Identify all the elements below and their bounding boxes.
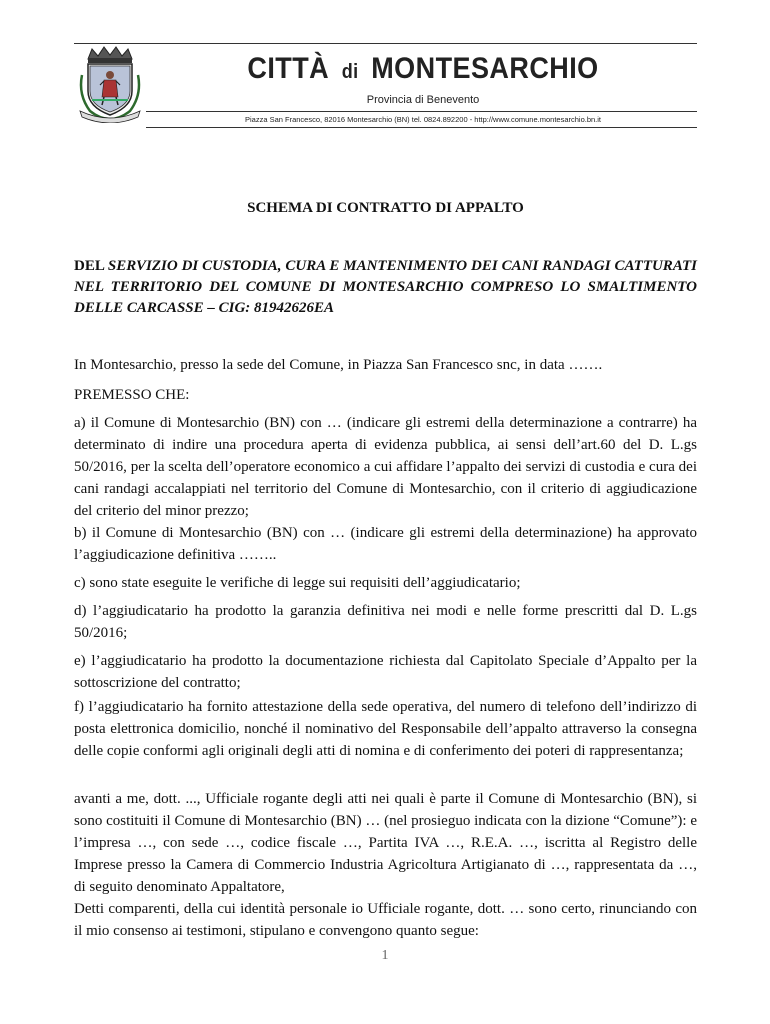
paragraph-premesso: PREMESSO CHE: [74,387,190,403]
paragraph-intro: In Montesarchio, presso la sede del Comune, in Piazza San Francesco snc, in data ……. [74,357,603,373]
city-name: MONTESARCHIO [371,52,599,85]
paragraph-detti: Detti comparenti, della cui identità personale io Ufficiale rogante, dott. … sono certo, rinunciando con il mio consenso ai testimoni, stipulano e convengono quanto segue: [74,901,697,939]
address-line: Piazza San Francesco, 82016 Montesarchio (BN) tel. 0824.892200 - http://www.comune.montesarchio.bn.it [244,115,602,124]
paragraph-f: f) l’aggiudicatario ha fornito attestazione della sede operativa, del numero di telefono dell’indirizzo di posta elettronica domicilio, nonché il nominativo del Responsabile dell’appalto attraverso la consegna delle copie conformi agli originali degli atti di nomina e di conferimento dei poteri di rappresentanza; [74,699,697,759]
paragraph-e: e) l’aggiudicatario ha prodotto la documentazione richiesta dal Capitolato Speciale d’Appalto per la sottoscrizione del contratto; [74,653,697,691]
city-word: CITTÀ [247,52,330,85]
municipal-crest-icon [74,45,146,123]
subject-text: SERVIZIO DI CUSTODIA, CURA E MANTENIMENTO DEI CANI RANDAGI CATTURATI NEL TERRITORIO DEL COMUNE DI MONTESARCHIO COMPRESO LO SMALTIMENTO DELLE CARCASSE – CIG: 81942626EA [74,258,697,316]
province-line: Provincia di Benevento [366,94,480,106]
paragraph-a: a) il Comune di Montesarchio (BN) con … (indicare gli estremi della determinazione a contrarre) ha determinato di indire una procedura aperta di evidenza pubblica, ai sensi dell’art.60 del D. L.gs 50/2016, per la scelta dell’operatore economico a cui affidare l’appalto dei servizi di custodia e cura dei cani randagi accalappiati nel territorio del Comune di Montesarchio, con il criterio di aggiudicazione del criterio del minor prezzo; [74,415,697,519]
contract-subject [74,256,697,319]
paragraph-d: d) l’aggiudicatario ha prodotto la garanzia definitiva nei modi e nelle forme prescritti dal D. L.gs 50/2016; [74,603,697,641]
header-bottom-rule [146,127,697,128]
header-mid-rule [146,111,697,112]
subject-prefix: DEL [74,258,105,274]
page-number: 1 [381,948,389,963]
header-top-rule [74,43,697,44]
document-heading: SCHEMA DI CONTRATTO DI APPALTO [247,200,524,216]
city-di: di [341,61,359,83]
paragraph-avanti: avanti a me, dott. ..., Ufficiale rogante degli atti nei quali è parte il Comune di Montesarchio (BN), si sono costituiti il Comune di Montesarchio (BN) … (nel prosieguo indicata con la dizione “Comune”): e l’impresa …, con sede …, codice fiscale …, Partita IVA …, R.E.A. …, iscritta al Registro delle Imprese presso la Camera di Commercio Industria Agricoltura Artigianato di …, rappresentata da …, di seguito denominato Appaltatore, [74,791,697,895]
paragraph-b: b) il Comune di Montesarchio (BN) con … (indicare gli estremi della determinazione) ha approvato l’aggiudicazione definitiva …….. [74,525,697,563]
city-title [177,52,668,86]
paragraph-c: c) sono state eseguite le verifiche di legge sui requisiti dell’aggiudicatario; [74,575,521,591]
